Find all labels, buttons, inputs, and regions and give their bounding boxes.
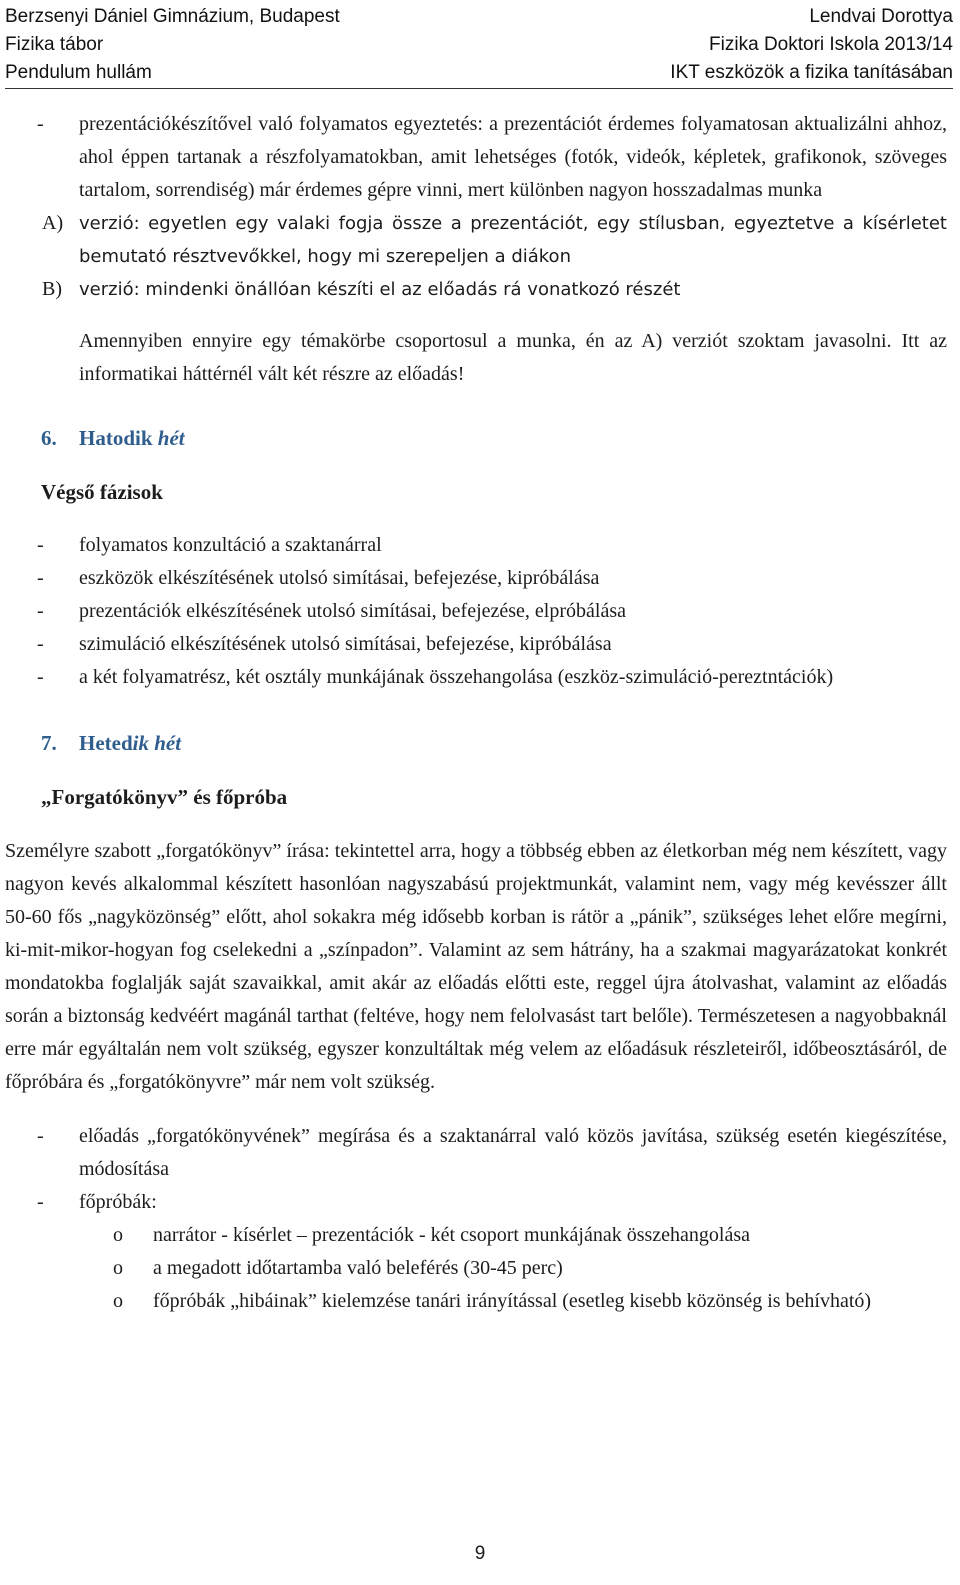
list-item-text: prezentációkészítővel való folyamatos egyeztetés: a prezentációt érdemes folyamatosan aktualizálni ahhoz, ahol éppen tartanak a részfolyamatokban, amit lehetséges (fotók, videók, képletek, grafikonok, szöveges tartalom, sorrendiség) már érdemes gépre vinni, mert különben nagyon hosszadalmas munka xyxy=(79,113,947,201)
body-paragraph: Személyre szabott „forgatókönyv” írása: tekintettel arra, hogy a többség ebben az életkorban még nem készített, vagy nagyon kevés alkalommal készített hasonlóan nagyszabású projektmunkát, valamint nem, vagy még kevésszer állt 50-60 fős „nagyközönség” előtt, ahol sokakra még idősebb korban is rátör a „pánik”, szükséges lehet előre megírni, ki-mit-mikor-hogyan fog cselekedni a „színpadon”. Valamint az sem hátrány, ha a szakmai magyarázatokat konkrét mondatokba foglalják saját szavaikkal, amit akár az előadás előtti este, reggel újra átolvashat, valamint az előadás során a biztonság kedvéért magánál tarthat (feltéve, hogy nem felolvasást tart belőle). Természetesen a nagyobbaknál erre már egyáltalán nem volt szükség, egyszer konzultáltak még velem az előadásuk részleteiről, időbeosztásáról, de főpróbára és „forgatókönyvre” már nem volt szükség. xyxy=(5,840,947,1093)
list-item: - előadás „forgatókönyvének” megírása és a szaktanárral való közös javítása, szükség esetén kiegészítése, módosítása xyxy=(37,1125,947,1180)
header-program: Fizika Doktori Iskola 2013/14 xyxy=(709,34,953,55)
section-title: Heted xyxy=(79,731,133,755)
header-left xyxy=(5,3,340,87)
section-number: 6. xyxy=(41,426,57,450)
list-item-text: verzió: mindenki önállóan készíti el az előadás rá vonatkozó részét xyxy=(79,279,681,300)
list-item xyxy=(5,273,947,306)
section-title-italic: ik hét xyxy=(132,731,182,755)
list-marker-b: B) xyxy=(42,278,62,300)
sub-list-item-text: a megadott időtartamba való beleférés (30-45 perc) xyxy=(153,1257,563,1279)
header-author: Lendvai Dorottya xyxy=(809,6,953,27)
header-course: IKT eszközök a fizika tanításában xyxy=(670,62,953,83)
list-item-text: prezentációk elkészítésének utolsó simításai, befejezése, elpróbálása xyxy=(79,600,626,622)
document-body xyxy=(5,108,947,1318)
section-subtitle: „Forgatókönyv” és főpróba xyxy=(41,785,288,809)
bullet-circle: o xyxy=(113,1257,123,1279)
bullet-circle: o xyxy=(113,1290,123,1312)
list-item-text: előadás „forgatókönyvének” megírása és a szaktanárral való közös javítása, szükség esetén kiegészítése, módosítása xyxy=(79,1125,947,1180)
list-item-text: folyamatos konzultáció a szaktanárral xyxy=(79,534,382,556)
page-header xyxy=(5,0,953,89)
list-item: - a két folyamatrész, két osztály munkájának összehangolása (eszköz-szimuláció-pereztntációk) xyxy=(37,666,834,688)
section-title: Hatodik xyxy=(79,426,153,450)
list-item: - folyamatos konzultáció a szaktanárral xyxy=(37,534,382,556)
section-number: 7. xyxy=(41,731,57,755)
section-heading-week7 xyxy=(5,727,947,760)
sub-list-item xyxy=(5,1219,947,1252)
header-camp: Fizika tábor xyxy=(5,34,104,55)
section-title-italic: hét xyxy=(157,426,185,450)
note-paragraph: Amennyiben ennyire egy témakörbe csoportosul a munka, én az A) verziót szoktam javasolni. Itt az informatikai háttérnél vált két részre az előadás! xyxy=(79,330,947,385)
list-item: - prezentációk elkészítésének utolsó simításai, befejezése, elpróbálása xyxy=(37,600,626,622)
list-item: - eszközök elkészítésének utolsó simításai, befejezése, kipróbálása xyxy=(37,567,600,589)
sub-list-item xyxy=(5,1285,947,1318)
page-number: 9 xyxy=(474,1543,486,1564)
header-right xyxy=(670,3,953,87)
list-item-text: verzió: egyetlen egy valaki fogja össze a prezentációt, egy stílusban, egyeztetve a kísérletet bemutató résztvevőkkel, hogy mi szerepeljen a diákon xyxy=(79,213,947,267)
list-item-text: eszközök elkészítésének utolsó simításai, befejezése, kipróbálása xyxy=(79,567,600,589)
list-item xyxy=(5,207,947,273)
week7-list xyxy=(5,1120,947,1318)
list-item-text: főpróbák: xyxy=(79,1191,157,1213)
list-item-text: szimuláció elkészítésének utolsó simításai, befejezése, kipróbálása xyxy=(79,633,612,655)
header-topic: Pendulum hullám xyxy=(5,62,152,83)
list-item: - szimuláció elkészítésének utolsó simításai, befejezése, kipróbálása xyxy=(37,633,612,655)
header-school: Berzsenyi Dániel Gimnázium, Budapest xyxy=(5,6,340,27)
list-item-text: a két folyamatrész, két osztály munkájának összehangolása (eszköz-szimuláció-pereztntációk) xyxy=(79,666,834,688)
week6-list xyxy=(5,529,947,694)
list-marker-a: A) xyxy=(42,212,64,234)
sub-list-item-text: főpróbák „hibáinak” kielemzése tanári irányítással (esetleg kisebb közönség is behívható) xyxy=(153,1290,872,1312)
bullet-dash: - xyxy=(37,113,44,135)
section-subtitle: Végső fázisok xyxy=(41,480,163,504)
section-heading-week6 xyxy=(5,422,947,455)
bullet-circle: o xyxy=(113,1224,123,1246)
sub-list-item xyxy=(5,1252,947,1285)
list-item xyxy=(5,108,947,207)
sub-list-item-text: narrátor - kísérlet – prezentációk - két csoport munkájának összehangolása xyxy=(153,1224,750,1246)
list-item: - főpróbák: xyxy=(37,1191,157,1213)
